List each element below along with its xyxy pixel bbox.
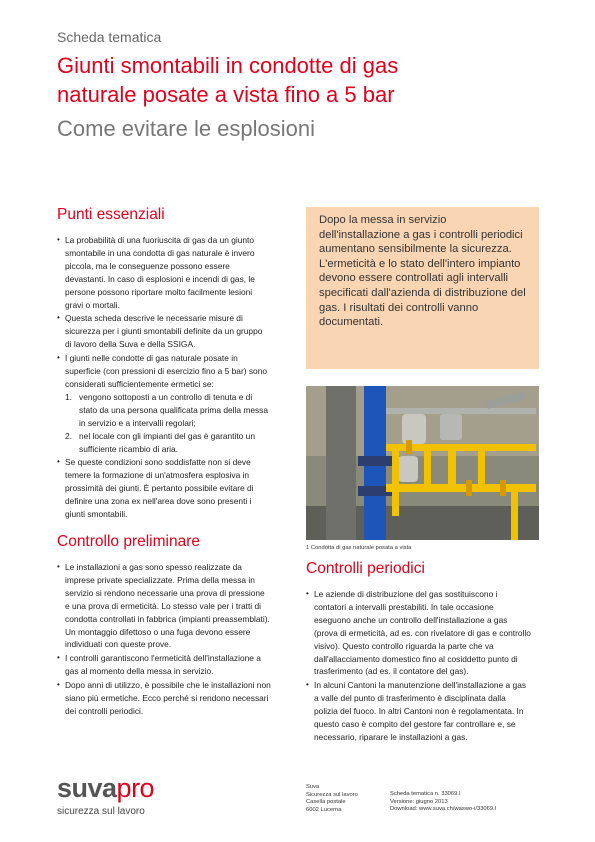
list-item: • Le aziende di distribuzione del gas sostituiscono i contatori a intervalli prestabiliti. In tale occasione eseguono anche un controllo dell'installazione a gas (prova di ermeticità, ad es. con rivelatore di gas e controllo visivo). Questo controllo riguarda la parte che va dall'allacciamento domestico fino al cosiddetto punto di trasferimento (ad es. il contatore del gas). (306, 588, 531, 678)
numbered-list (65, 391, 271, 456)
section-heading: Punti essenziali (57, 206, 165, 223)
bullet-list (57, 234, 271, 521)
list-item-text: I giunti nelle condotte di gas naturale posate in superficie (con pressioni di esercizio fino a 5 bar) sono considerati sufficientemente ermetici se: (65, 353, 268, 389)
figure-caption: 1 Condotta di gas naturale posata a vista (306, 545, 412, 551)
page-title (57, 51, 537, 109)
list-item: • La probabilità di una fuoriuscita di gas da un giunto smontabile in una condotta di gas naturale è invero piccola, ma le conseguenze possono essere devastanti. In caso di esplosioni e incendi di gas, le persone possono riportare molto facilmente lesioni gravi o mortali. (57, 234, 271, 311)
footer-line: Suva (306, 784, 320, 790)
title-line-2: naturale posate a vista fino a 5 bar (57, 82, 395, 107)
item-text: vengono sottoposti a un controllo di tenuta e di stato da una persona qualificata prima della messa in servizio e a intervalli regolari; (79, 391, 269, 428)
numbered-item (65, 430, 271, 456)
list-item: • Questa scheda descrive le necessarie misure di sicurezza per i giunti smontabili definite da un gruppo di lavoro della Suva e della SSIGA. (57, 312, 271, 351)
callout-text: Dopo la messa in servizio dell'installazione a gas i controlli periodici aumentano sensibilmente la sicurezza. L'ermeticità e lo stato dell'intero impianto devono essere controllati agli intervalli specificati dall'azienda di distribuzione del gas. I risultati dei controlli vanno documentati. (319, 214, 526, 329)
page-subtitle: Come evitare le esplosioni (57, 116, 316, 141)
footer-line: 6002 Lucerna (306, 806, 342, 813)
item-number: 1. (65, 391, 72, 402)
item-text: nel locale con gli impianti del gas è garantito un sufficiente ricambio di aria. (79, 430, 255, 454)
gas-pipe-photo (306, 386, 539, 540)
list-item: • Le installazioni a gas sono spesso realizzate da imprese private specializzate. Prima della messa in servizio si rendono necessarie una prova di pressione e una prova di ermeticità. Lo stesso vale per i tratti di condotta controllati in fabbrica (impianti preassemblati). Un montaggio difettoso o una fuga devono essere individuati con queste prove. (57, 561, 271, 651)
section-heading: Controlli periodici (306, 560, 425, 577)
title-line-1: Giunti smontabili in condotte di gas (57, 53, 399, 78)
footer-line: Versione: giugno 2013 (390, 798, 448, 805)
list-item: • In alcuni Cantoni la manutenzione dell'installazione a gas a valle del punto di trasferimento è disciplinata dalla polizia del fuoco. In altri Cantoni non è regolamentata. In questo caso è compito del gestore far controllare e, se necessario, riparare le installazioni a gas. (306, 679, 531, 744)
bullet-list (57, 561, 271, 718)
list-item: • Se queste condizioni sono soddisfatte non si deve temere la formazione di un'atmosfera esplosiva in prossimità dei giunti. È pertanto possibile evitare di definire una zona ex nell'area dove sono presenti i giunti smontabili. (57, 456, 271, 521)
footer-document-info (390, 791, 496, 814)
gas-pipe-illustration (306, 386, 539, 540)
logo-pro: pro (116, 773, 155, 803)
footer-line: Download: www.suva.ch/waswo-i/33069.I (390, 806, 497, 812)
list-item: • I controlli garantiscono l'ermeticità dell'installazione a gas al momento della messa in servizio. (57, 652, 271, 678)
logo-tagline: sicurezza sul lavoro (57, 806, 145, 817)
footer-address (306, 784, 358, 814)
section-punti-essenziali (57, 206, 271, 522)
suvapro-logo (57, 773, 154, 804)
section-heading: Controllo preliminare (57, 533, 201, 550)
section-controllo-preliminare (57, 533, 271, 719)
footer-line: Sicurezza sul lavoro (306, 791, 358, 798)
footer-line: Casella postale (306, 799, 346, 805)
document-kicker: Scheda tematica (57, 29, 162, 45)
section-controlli-periodici (306, 560, 531, 745)
list-item (57, 352, 271, 455)
logo-suva: suva (57, 773, 117, 803)
callout-box (306, 207, 539, 369)
bullet-list (306, 588, 531, 744)
numbered-item (65, 391, 271, 430)
list-item: • Dopo anni di utilizzo, è possibile che le installazioni non siano più ermetiche. Ecco perché si rendono necessari dei controlli periodici. (57, 679, 271, 718)
footer-line: Scheda tematica n. 33069.I (390, 791, 461, 797)
item-number: 2. (65, 430, 72, 441)
